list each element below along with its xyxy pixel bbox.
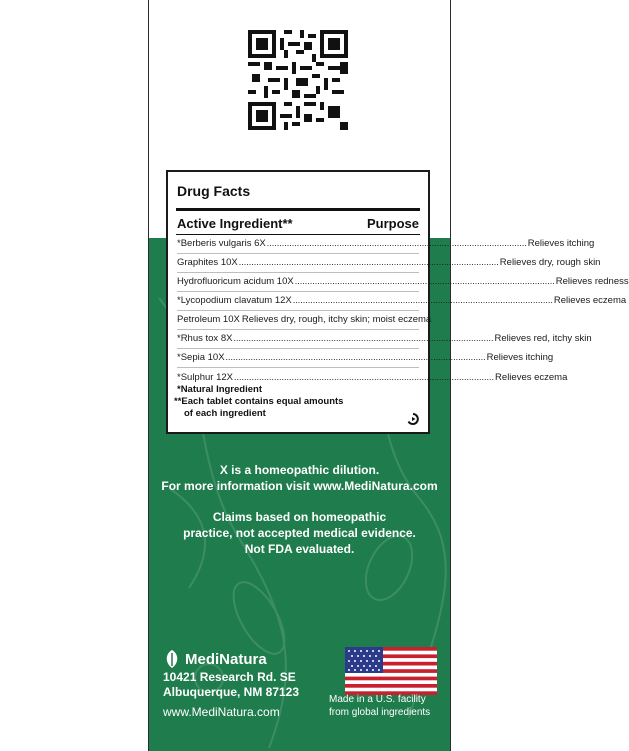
leader-dots: ........................................................................................................	[292, 295, 553, 305]
ingredient-purpose: Relieves itching	[527, 238, 595, 249]
ingredient-purpose: Relieves eczema	[553, 295, 627, 306]
ingredient-name: Hydrofluoricum acidum 10X	[177, 276, 294, 287]
ingredient-purpose: Relieves dry, rough skin	[499, 257, 601, 268]
continue-arrow-icon	[406, 412, 420, 426]
ingredient-purpose: Relieves red, itchy skin	[494, 333, 592, 344]
dilution-line: X is a homeopathic dilution.	[219, 463, 380, 477]
ingredient-purpose: Relieves eczema	[495, 372, 568, 383]
address-street: 10421 Research Rd. SE	[163, 670, 296, 684]
ingredient-row	[177, 330, 592, 349]
made-in-usa	[329, 693, 449, 719]
ingredient-purpose: Relieves redness	[555, 276, 629, 287]
leader-dots: ........................................................................................................	[294, 276, 555, 286]
company-address	[163, 670, 299, 700]
qr-code[interactable]	[248, 30, 348, 130]
ingredient-name: *Sulphur 12X	[177, 372, 233, 383]
ingredient-name: *Berberis vulgaris 6X	[177, 238, 266, 249]
leader-dots: ........................................................................................................	[233, 333, 494, 343]
company-website[interactable]: www.MediNatura.com	[163, 705, 280, 719]
ingredient-row	[177, 235, 595, 254]
ingredient-name: *Sepia 10X	[177, 352, 225, 363]
ingredient-row	[177, 273, 629, 292]
claims-line-3: Not FDA evaluated.	[244, 542, 355, 556]
ingredient-name: *Lycopodium clavatum 12X	[177, 295, 292, 306]
claims-line-2: practice, not accepted medical evidence.	[183, 526, 416, 540]
package-panel	[149, 0, 629, 751]
ingredient-name: Graphites 10X	[177, 257, 238, 268]
us-flag-icon	[345, 647, 437, 695]
ingredient-name: Petroleum 10X	[177, 314, 240, 325]
ingredient-row	[177, 292, 627, 311]
leader-dots: ........................................................................................................	[266, 238, 527, 248]
ingredient-purpose: Relieves itching	[486, 352, 554, 363]
ingredient-row	[177, 311, 432, 330]
made-line-1: Made in a U.S. facility	[329, 694, 426, 705]
note-equal-2: of each ingredient	[184, 408, 266, 419]
footnotes	[174, 384, 343, 420]
note-equal-1: **Each tablet contains equal amounts	[174, 396, 344, 407]
ingredient-row	[177, 349, 554, 368]
claims-info	[149, 509, 450, 557]
ingredient-row	[177, 254, 601, 273]
leader-dots: ........................................................................................................	[233, 372, 495, 382]
drug-facts-header	[177, 216, 419, 231]
drug-facts-box	[166, 170, 629, 434]
drug-facts-title: Drug Facts	[177, 183, 251, 199]
ingredient-purpose: Relieves dry, rough, itchy skin; moist eczema	[241, 314, 432, 325]
address-city: Albuquerque, NM 87123	[163, 685, 300, 699]
made-line-2: from global ingredients	[329, 707, 431, 718]
more-info-line: For more information visit www.MediNatura.com	[161, 479, 438, 493]
purpose-header: Purpose	[366, 216, 419, 231]
leader-dots: ........................................................................................................	[225, 352, 486, 362]
active-ingredient-header: Active Ingredient**	[177, 216, 293, 231]
dilution-info	[149, 462, 450, 494]
logo-text: MediNatura	[185, 650, 267, 668]
heavy-rule	[176, 208, 420, 211]
leader-dots: ........................................................................................................	[238, 257, 499, 267]
medinatura-logo	[163, 648, 267, 670]
leaf-logo-icon	[163, 649, 181, 669]
note-natural: *Natural Ingredient	[177, 384, 262, 395]
ingredient-name: *Rhus tox 8X	[177, 333, 233, 344]
claims-line-1: Claims based on homeopathic	[212, 510, 387, 524]
